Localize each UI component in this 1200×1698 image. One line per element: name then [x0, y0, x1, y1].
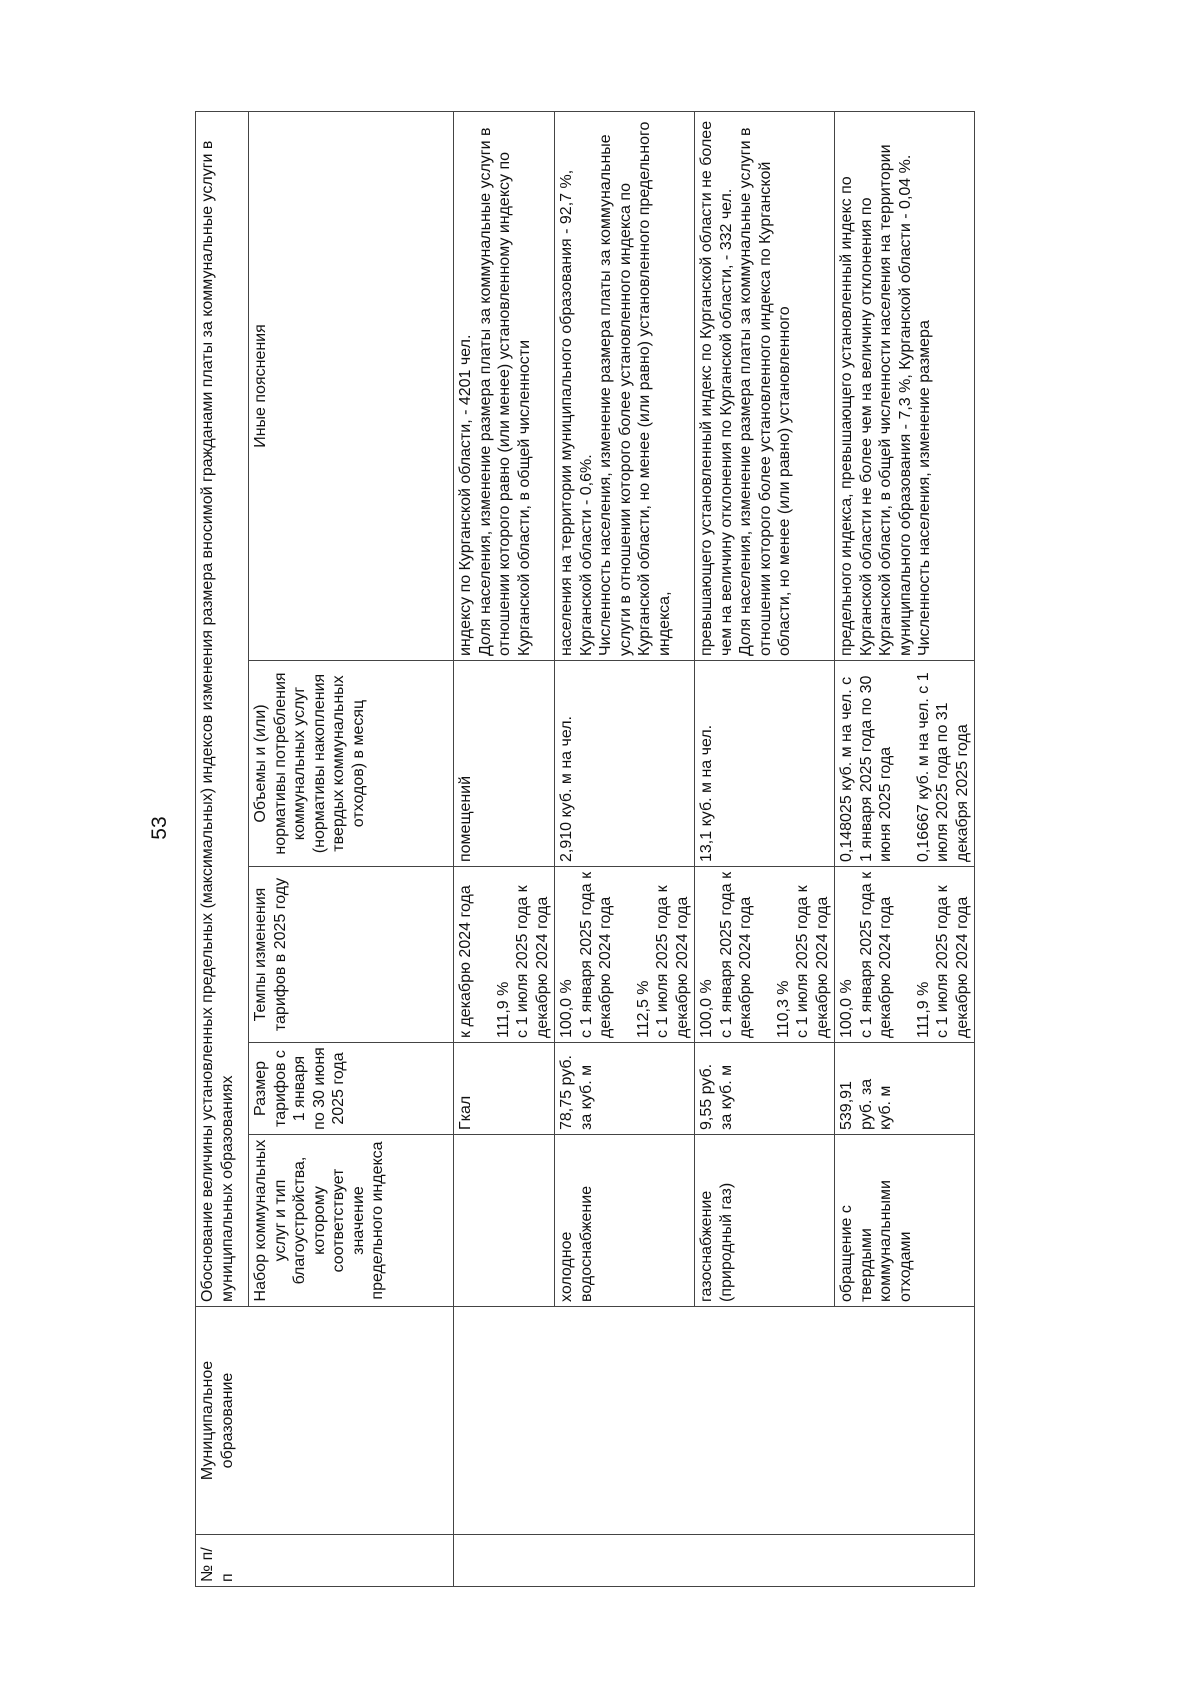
- header-tariff-rate: Темпы изменения тарифов в 2025 году: [249, 867, 454, 1043]
- cell-size: Гкал: [454, 1043, 555, 1135]
- cell-rate-block: к декабрю 2024 года: [457, 885, 474, 1038]
- cell-service: холодное водоснабжение: [555, 1135, 695, 1307]
- tariff-justification-table: [195, 111, 975, 1587]
- header-service-set: Набор коммунальных услуг и тип благоустройства, которому соответствует значение предельного индекса: [249, 1135, 454, 1307]
- cell-service: газоснабжение (природный газ): [695, 1135, 835, 1307]
- cell-size: 78,75 руб. за куб. м: [555, 1043, 695, 1135]
- cell-volume-block: 0,16667 куб. м на чел. с 1 июля 2025 года по 31 декабря 2025 года: [914, 672, 971, 862]
- cell-size: 9,55 руб. за куб. м: [695, 1043, 835, 1135]
- cell-rate-block: 110,3 % с 1 июля 2025 года к декабрю 2024 года: [774, 885, 831, 1038]
- cell-rate-block: 100,0 % с 1 января 2025 года к декабрю 2024 года: [698, 871, 755, 1038]
- header-notes: Иные пояснения: [249, 112, 454, 661]
- cell-volume-block: 0,148025 куб. м на чел. с 1 января 2025 года по 30 июня 2025 года: [838, 675, 895, 862]
- cell-volume: помещений: [454, 661, 555, 867]
- table-row: [454, 112, 555, 1587]
- cell-rate-block: 100,0 % с 1 января 2025 года к декабрю 2024 года: [558, 871, 615, 1038]
- cell-notes: населения на территории муниципального образования - 92,7 %, Курганской области - 0,6%. Численность населения, изменение размера платы за коммунальные услуги в отношении которого более установленного индекса по Курганской области, но менее (или равно) установленного предельного индекса,: [555, 112, 695, 661]
- header-municipality: Муниципальное образование: [196, 1307, 454, 1535]
- cell-notes: индексу по Курганской области, - 4201 чел. Доля населения, изменение размера платы за коммунальные услуги в отношении которого равно (или менее) установленному индексу по Курганской области, в общей численности: [454, 112, 555, 661]
- cell-service: обращение с твердыми коммунальными отходами: [835, 1135, 975, 1307]
- cell-rate: [555, 867, 695, 1043]
- cell-volume: 13,1 куб. м на чел.: [695, 661, 835, 867]
- table-body: [454, 112, 975, 1587]
- cell-municipality: [454, 1307, 975, 1535]
- cell-notes: превышающего установленный индекс по Курганской области не более чем на величину отклонения по Курганской области, - 332 чел. Доля населения, изменение размера платы за коммунальные услуги в отношении которого более установленного индекса по Курганской области, но менее (или равно) установленного: [695, 112, 835, 661]
- cell-rate: [454, 867, 555, 1043]
- rotated-page: [195, 112, 1140, 1587]
- cell-notes: предельного индекса, превышающего установленный индекс по Курганской области не более чем на величину отклонения по Курганской области, в общей численности населения на территории муниципального образования - 7,3 %, Курганской области - 0,04 %. Численность населения, изменение размера: [835, 112, 975, 661]
- cell-service: [454, 1135, 555, 1307]
- cell-rate-block: 100,0 % с 1 января 2025 года к декабрю 2024 года: [838, 871, 895, 1038]
- cell-rate: [695, 867, 835, 1043]
- cell-rate: [835, 867, 975, 1043]
- header-num: № п/п: [196, 1535, 454, 1587]
- cell-rate-block: 112,5 % с 1 июля 2025 года к декабрю 2024 года: [634, 885, 691, 1038]
- header-volumes: Объемы и (или) нормативы потребления коммунальных услуг (нормативы накопления твердых коммунальных отходов) в месяц: [249, 661, 454, 867]
- page-number: 53: [148, 816, 171, 840]
- cell-rate-block: 111,9 % с 1 июля 2025 года к декабрю 2024 года: [494, 885, 551, 1038]
- cell-size: 539,91 руб. за куб. м: [835, 1043, 975, 1135]
- cell-volume: 2,910 куб. м на чел.: [555, 661, 695, 867]
- cell-volume: [835, 661, 975, 867]
- header-tariff-size: Размер тарифов с 1 января по 30 июня 2025 года: [249, 1043, 454, 1135]
- header-justification: Обоснование величины установленных предельных (максимальных) индексов изменения размера вносимой гражданами платы за коммунальные услуги в муниципальных образованиях: [196, 112, 249, 1307]
- cell-num: [454, 1535, 975, 1587]
- cell-rate-block: 111,9 % с 1 июля 2025 года к декабрю 2024 года: [914, 885, 971, 1038]
